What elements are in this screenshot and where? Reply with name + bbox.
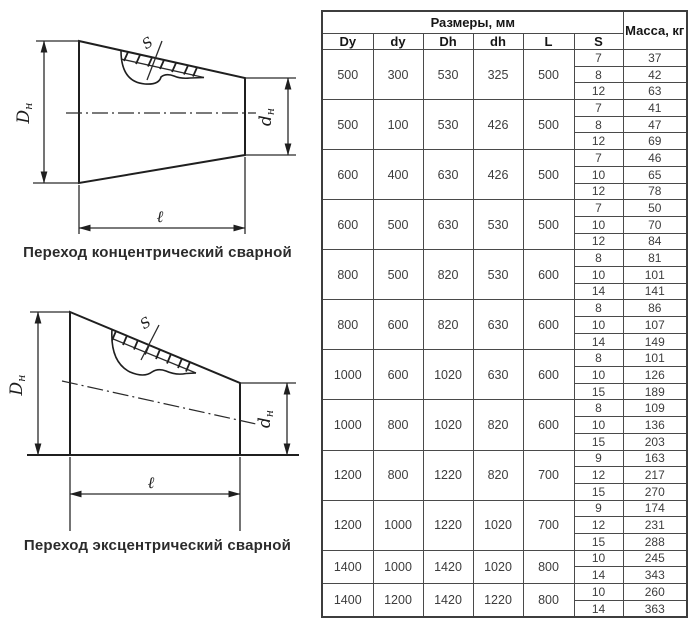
table-row (322, 400, 687, 417)
cell-dh: 1020 (473, 550, 523, 583)
cell-mass: 343 (623, 567, 687, 584)
table-row (322, 50, 687, 67)
table-row (322, 250, 687, 267)
cell-dy: 400 (373, 150, 423, 200)
cell-S: 15 (574, 483, 623, 500)
cell-S: 8 (574, 300, 623, 317)
cell-Dh: 630 (423, 150, 473, 200)
cell-mass: 245 (623, 550, 687, 567)
label-small-diameter: dн (255, 409, 276, 429)
label-length: ℓ (147, 473, 155, 492)
label-large-diameter: Dн (14, 102, 35, 124)
cell-L: 700 (523, 500, 574, 550)
cell-Dh: 1020 (423, 400, 473, 450)
cell-Dh: 1220 (423, 450, 473, 500)
cell-S: 12 (574, 83, 623, 100)
cell-mass: 69 (623, 133, 687, 150)
cell-S: 9 (574, 450, 623, 467)
cell-dy: 100 (373, 100, 423, 150)
cell-S: 15 (574, 433, 623, 450)
cell-S: 10 (574, 550, 623, 567)
col-header-Dy: Dy (322, 34, 373, 50)
cell-dy: 800 (373, 400, 423, 450)
label-wall-thickness: S (137, 314, 155, 333)
table-row (322, 500, 687, 517)
cell-S: 7 (574, 200, 623, 217)
cell-mass: 136 (623, 417, 687, 434)
cell-S: 12 (574, 183, 623, 200)
dim-length (70, 457, 240, 531)
cell-Dy: 600 (322, 150, 373, 200)
table-row (322, 150, 687, 167)
cell-S: 10 (574, 584, 623, 601)
cell-mass: 42 (623, 66, 687, 83)
cell-L: 800 (523, 584, 574, 618)
dim-large-diameter (7, 312, 70, 455)
technical-drawings (0, 0, 315, 595)
cell-S: 8 (574, 116, 623, 133)
caption-eccentric: Переход эксцентрический сварной (23, 537, 292, 554)
cell-dy: 600 (373, 350, 423, 400)
dim-small-diameter (240, 383, 296, 455)
table-row (322, 550, 687, 567)
cell-Dh: 820 (423, 250, 473, 300)
table-row (322, 300, 687, 317)
cell-dh: 426 (473, 150, 523, 200)
eccentric-drawing (7, 312, 298, 531)
cell-dy: 1000 (373, 500, 423, 550)
cell-L: 600 (523, 250, 574, 300)
cell-S: 9 (574, 500, 623, 517)
cell-mass: 101 (623, 350, 687, 367)
cell-S: 14 (574, 567, 623, 584)
cell-dh: 530 (473, 200, 523, 250)
cell-mass: 363 (623, 600, 687, 617)
cell-L: 500 (523, 50, 574, 100)
weld-section (112, 314, 196, 375)
cell-Dh: 630 (423, 200, 473, 250)
cell-mass: 126 (623, 367, 687, 384)
cell-Dy: 1000 (322, 350, 373, 400)
cell-mass: 109 (623, 400, 687, 417)
cell-mass: 81 (623, 250, 687, 267)
spec-table-body (322, 50, 687, 618)
label-length: ℓ (156, 207, 164, 226)
cell-S: 7 (574, 150, 623, 167)
centerline (62, 381, 256, 424)
cell-dh: 325 (473, 50, 523, 100)
cell-S: 12 (574, 467, 623, 484)
cell-dy: 300 (373, 50, 423, 100)
cell-S: 15 (574, 533, 623, 550)
cell-mass: 174 (623, 500, 687, 517)
cell-mass: 50 (623, 200, 687, 217)
cell-mass: 65 (623, 166, 687, 183)
cell-S: 15 (574, 383, 623, 400)
cell-Dh: 1020 (423, 350, 473, 400)
spec-table-wrap (321, 10, 688, 618)
cell-S: 7 (574, 50, 623, 67)
cell-dh: 820 (473, 450, 523, 500)
cell-Dy: 500 (322, 50, 373, 100)
col-header-L: L (523, 34, 574, 50)
cell-Dh: 530 (423, 50, 473, 100)
table-row (322, 450, 687, 467)
cell-dh: 630 (473, 300, 523, 350)
cell-dh: 820 (473, 400, 523, 450)
cell-mass: 231 (623, 517, 687, 534)
cell-Dy: 1200 (322, 450, 373, 500)
cell-S: 12 (574, 233, 623, 250)
cell-Dy: 600 (322, 200, 373, 250)
dim-small-diameter (245, 78, 296, 155)
cell-L: 500 (523, 100, 574, 150)
cell-Dy: 800 (322, 250, 373, 300)
cell-S: 10 (574, 417, 623, 434)
cell-Dh: 1220 (423, 500, 473, 550)
cell-Dh: 1420 (423, 550, 473, 583)
col-header-dh: dh (473, 34, 523, 50)
cell-S: 10 (574, 216, 623, 233)
cell-mass: 78 (623, 183, 687, 200)
cell-S: 14 (574, 600, 623, 617)
cell-S: 12 (574, 133, 623, 150)
cell-mass: 86 (623, 300, 687, 317)
cell-mass: 270 (623, 483, 687, 500)
cell-L: 600 (523, 350, 574, 400)
cell-Dy: 800 (322, 300, 373, 350)
cell-S: 12 (574, 517, 623, 534)
cell-dy: 600 (373, 300, 423, 350)
cell-dy: 500 (373, 250, 423, 300)
cell-Dh: 820 (423, 300, 473, 350)
cell-dh: 530 (473, 250, 523, 300)
cell-dy: 1200 (373, 584, 423, 618)
cell-dh: 426 (473, 100, 523, 150)
cell-dh: 630 (473, 350, 523, 400)
cell-dy: 500 (373, 200, 423, 250)
cell-S: 10 (574, 367, 623, 384)
cell-mass: 203 (623, 433, 687, 450)
cell-Dy: 1400 (322, 584, 373, 618)
cell-S: 7 (574, 100, 623, 117)
dim-large-diameter (14, 41, 79, 183)
cell-mass: 63 (623, 83, 687, 100)
cell-mass: 141 (623, 283, 687, 300)
cell-mass: 107 (623, 317, 687, 334)
cell-dh: 1020 (473, 500, 523, 550)
concentric-drawing (14, 34, 296, 234)
cell-mass: 41 (623, 100, 687, 117)
label-large-diameter: Dн (7, 374, 28, 396)
header-sizes: Размеры, мм (322, 11, 623, 34)
cell-S: 8 (574, 350, 623, 367)
col-header-Dh: Dh (423, 34, 473, 50)
cell-mass: 163 (623, 450, 687, 467)
header-mass: Масса, кг (623, 11, 687, 50)
cell-dy: 1000 (373, 550, 423, 583)
cell-S: 14 (574, 333, 623, 350)
label-small-diameter: dн (256, 107, 277, 127)
cell-mass: 217 (623, 467, 687, 484)
cell-S: 8 (574, 66, 623, 83)
cell-dy: 800 (373, 450, 423, 500)
cell-mass: 46 (623, 150, 687, 167)
col-header-dy: dy (373, 34, 423, 50)
cell-Dh: 530 (423, 100, 473, 150)
table-row (322, 200, 687, 217)
cell-mass: 288 (623, 533, 687, 550)
cell-L: 500 (523, 200, 574, 250)
table-row (322, 100, 687, 117)
cell-mass: 149 (623, 333, 687, 350)
spec-table (321, 10, 688, 618)
cell-dh: 1220 (473, 584, 523, 618)
cell-S: 10 (574, 166, 623, 183)
cell-mass: 101 (623, 266, 687, 283)
cell-S: 10 (574, 266, 623, 283)
cell-S: 8 (574, 250, 623, 267)
table-row (322, 584, 687, 601)
cell-mass: 189 (623, 383, 687, 400)
label-wall-thickness: S (139, 34, 157, 53)
cell-Dy: 1000 (322, 400, 373, 450)
table-row (322, 350, 687, 367)
cell-mass: 260 (623, 584, 687, 601)
cell-Dy: 1200 (322, 500, 373, 550)
cell-S: 8 (574, 400, 623, 417)
cell-Dy: 500 (322, 100, 373, 150)
cell-L: 600 (523, 300, 574, 350)
cell-Dh: 1420 (423, 584, 473, 618)
cell-L: 800 (523, 550, 574, 583)
cell-S: 10 (574, 317, 623, 334)
cell-L: 500 (523, 150, 574, 200)
cell-L: 700 (523, 450, 574, 500)
caption-concentric: Переход концентрический сварной (23, 244, 292, 261)
cell-Dy: 1400 (322, 550, 373, 583)
cell-mass: 70 (623, 216, 687, 233)
cell-S: 14 (574, 283, 623, 300)
cell-mass: 47 (623, 116, 687, 133)
cell-L: 600 (523, 400, 574, 450)
col-header-S: S (574, 34, 623, 50)
cell-mass: 84 (623, 233, 687, 250)
cell-mass: 37 (623, 50, 687, 67)
